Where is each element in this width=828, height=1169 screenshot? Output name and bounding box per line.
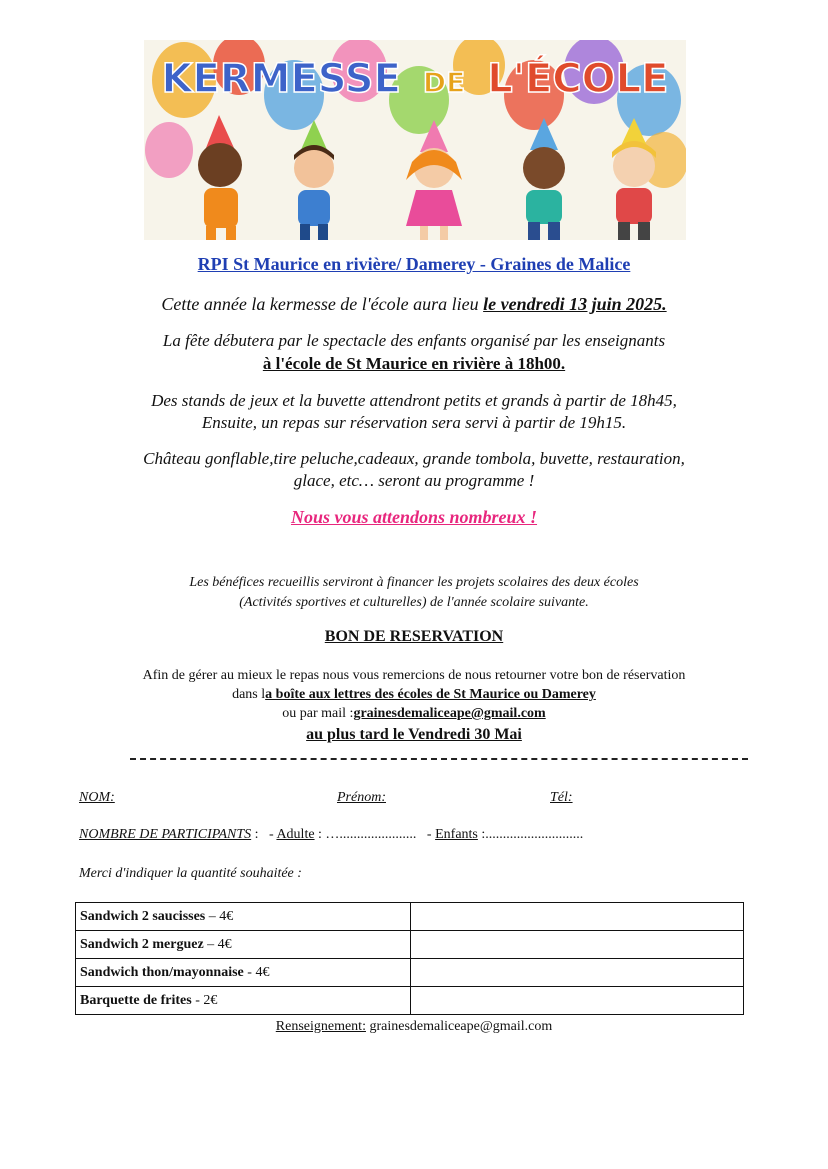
adulte-dash: - [258,827,277,842]
order-table [75,902,744,1015]
menu-item-sep: - [191,992,204,1008]
reservation-line-2 [0,687,828,703]
menu-item-sep: – [205,908,220,924]
menu-item-name: Sandwich thon/mayonnaise [80,964,244,980]
banner-illustration [144,40,686,240]
adulte-dots: : …...................... - [314,827,436,842]
reservation-line-3-prefix: ou par mail : [282,706,354,721]
mailbox-location: a boîte aux lettres des écoles de St Maurice ou Damerey [265,687,596,702]
show-place: à l'école de St Maurice en rivière à 18h00. [262,354,566,373]
reservation-email[interactable]: grainesdemaliceape@gmail.com [353,706,546,721]
menu-item [76,903,411,931]
program-line: Château gonflable,tire peluche,cadeaux, grande tombola, buvette, restauration, [143,449,685,468]
cut-line [130,758,748,760]
reservation-line-1: Afin de gérer au mieux le repas nous vous remercions de nous retourner votre bon de réservation [142,668,686,683]
kermesse-banner [144,40,686,240]
table-row [76,931,744,959]
menu-item-sep: – [203,936,218,952]
welcome-message: Nous vous attendons nombreux ! [290,507,538,527]
menu-item-price: 4€ [219,908,234,924]
benefits-line-2: (Activités sportives et culturelles) de l'année scolaire suivante. [239,595,589,610]
nom-field-label: NOM: [79,790,115,805]
footer-info [0,1019,828,1035]
reservation-deadline: au plus tard le Vendredi 30 Mai [306,726,522,743]
menu-item-price: 4€ [217,936,232,952]
meal-line: Ensuite, un repas sur réservation sera servi à partir de 19h15. [201,413,627,432]
menu-item-name: Barquette de frites [80,992,192,1008]
program-line-2: glace, etc… seront au programme ! [293,471,535,490]
stands-line: Des stands de jeux et la buvette attendront petits et grands à partir de 18h45, [151,391,677,410]
prenom-field-label: Prénom: [337,790,386,805]
quantity-cell[interactable] [411,987,744,1015]
menu-item-name: Sandwich 2 merguez [80,936,204,952]
table-row [76,959,744,987]
quantity-cell[interactable] [411,931,744,959]
reservation-heading: BON DE RESERVATION [324,628,504,645]
tel-field-label: Tél: [550,790,573,805]
intro-text: Cette année la kermesse de l'école aura lieu [161,294,484,314]
reservation-line-3 [0,706,828,722]
banner-title: KERMESSE DE L'ÉCOLE [161,56,669,102]
event-date: le vendredi 13 juin 2025. [483,294,667,314]
participants-row [79,827,583,843]
intro-line [0,294,828,315]
quantity-prompt: Merci d'indiquer la quantité souhaitée : [79,866,302,881]
menu-item [76,959,411,987]
reservation-line-2-prefix: dans l [232,687,266,702]
menu-item-sep: - [243,964,256,980]
table-row [76,903,744,931]
footer-label: Renseignement: [275,1019,366,1034]
enfants-label: Enfants [435,827,478,842]
participants-colon: : [251,827,259,842]
benefits-line-1: Les bénéfices recueillis serviront à financer les projets scolaires des deux écoles [189,575,639,590]
quantity-cell[interactable] [411,903,744,931]
enfants-dots: :............................ [477,827,584,842]
quantity-cell[interactable] [411,959,744,987]
footer-email[interactable]: grainesdemaliceape@gmail.com [365,1019,553,1034]
participants-label: NOMBRE DE PARTICIPANTS [79,827,252,842]
menu-item [76,987,411,1015]
menu-item-price: 2€ [203,992,218,1008]
organisation-title: RPI St Maurice en rivière/ Damerey - Graines de Malice [197,254,631,274]
menu-item [76,931,411,959]
show-line: La fête débutera par le spectacle des enfants organisé par les enseignants [162,331,666,350]
menu-item-price: 4€ [255,964,270,980]
adulte-label: Adulte [276,827,315,842]
menu-item-name: Sandwich 2 saucisses [80,908,206,924]
table-row [76,987,744,1015]
